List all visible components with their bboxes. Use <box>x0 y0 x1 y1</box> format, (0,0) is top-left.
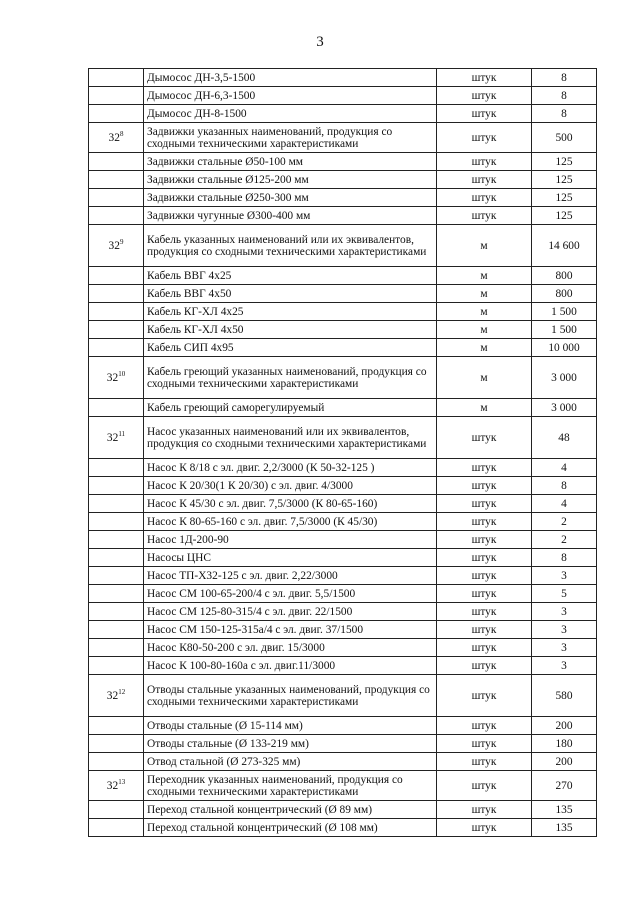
item-number-cell <box>89 513 144 531</box>
item-quantity-cell: 1 500 <box>532 303 597 321</box>
table-section-row <box>89 357 597 399</box>
item-quantity-cell: 4 <box>532 459 597 477</box>
item-quantity-cell: 8 <box>532 87 597 105</box>
item-unit-cell: м <box>437 285 532 303</box>
item-unit-cell: штук <box>437 105 532 123</box>
item-number-cell <box>89 321 144 339</box>
table-section-row <box>89 675 597 717</box>
item-quantity-cell: 800 <box>532 285 597 303</box>
item-quantity-cell: 3 <box>532 603 597 621</box>
table-row <box>89 267 597 285</box>
item-name-cell: Насос К 8/18 с эл. двиг. 2,2/3000 (К 50-32-125 ) <box>144 459 437 477</box>
table-row <box>89 303 597 321</box>
item-number-cell <box>89 657 144 675</box>
item-name-cell: Кабель указанных наименований или их эквивалентов, продукция со сходными техническими характеристиками <box>144 225 437 267</box>
table-row <box>89 567 597 585</box>
table-row <box>89 189 597 207</box>
table-row <box>89 819 597 837</box>
item-name-cell: Дымосос ДН-3,5-1500 <box>144 69 437 87</box>
item-number-superscript: 8 <box>119 129 124 138</box>
item-quantity-cell: 270 <box>532 771 597 801</box>
item-unit-cell: штук <box>437 531 532 549</box>
item-name-cell: Насос К 100-80-160а с эл. двиг.11/3000 <box>144 657 437 675</box>
item-number-cell <box>89 267 144 285</box>
item-name-cell: Дымосос ДН-8-1500 <box>144 105 437 123</box>
table-row <box>89 321 597 339</box>
item-name-cell: Кабель ВВГ 4х50 <box>144 285 437 303</box>
item-quantity-cell: 125 <box>532 171 597 189</box>
table-row <box>89 207 597 225</box>
item-number-cell <box>89 87 144 105</box>
item-quantity-cell: 4 <box>532 495 597 513</box>
item-name-cell: Кабель КГ-ХЛ 4х50 <box>144 321 437 339</box>
item-name-cell: Насос 1Д-200-90 <box>144 531 437 549</box>
item-number-cell <box>89 303 144 321</box>
page-number: 3 <box>316 34 324 50</box>
item-number-cell <box>89 567 144 585</box>
item-number-cell <box>89 69 144 87</box>
item-name-cell: Переход стальной концентрический (Ø 89 мм) <box>144 801 437 819</box>
item-unit-cell: штук <box>437 735 532 753</box>
item-number-cell <box>89 495 144 513</box>
item-name-cell: Отводы стальные (Ø 133-219 мм) <box>144 735 437 753</box>
item-name-cell: Кабель греющий указанных наименований, продукция со сходными техническими характеристиками <box>144 357 437 399</box>
table-row <box>89 801 597 819</box>
item-quantity-cell: 8 <box>532 549 597 567</box>
item-number-cell <box>89 357 144 399</box>
item-quantity-cell: 135 <box>532 801 597 819</box>
item-name-cell: Насос К 80-65-160 с эл. двиг. 7,5/3000 (К 45/30) <box>144 513 437 531</box>
item-name-cell: Насос К80-50-200 с эл. двиг. 15/3000 <box>144 639 437 657</box>
item-number-cell <box>89 207 144 225</box>
item-number: 32 <box>106 779 119 792</box>
item-name-cell: Кабель греющий саморегулируемый <box>144 399 437 417</box>
item-name-cell: Задвижки стальные Ø125-200 мм <box>144 171 437 189</box>
table-row <box>89 753 597 771</box>
item-name-cell: Кабель СИП 4х95 <box>144 339 437 357</box>
item-number-superscript: 9 <box>119 237 124 246</box>
item-unit-cell: штук <box>437 477 532 495</box>
item-number-cell <box>89 585 144 603</box>
item-quantity-cell: 580 <box>532 675 597 717</box>
item-number-cell <box>89 753 144 771</box>
item-quantity-cell: 3 <box>532 567 597 585</box>
item-quantity-cell: 200 <box>532 753 597 771</box>
item-unit-cell: штук <box>437 123 532 153</box>
item-unit-cell: штук <box>437 189 532 207</box>
table-row <box>89 585 597 603</box>
item-unit-cell: штук <box>437 819 532 837</box>
item-number-cell <box>89 639 144 657</box>
item-quantity-cell: 3 <box>532 639 597 657</box>
item-name-cell: Насос К 45/30 с эл. двиг. 7,5/3000 (К 80-65-160) <box>144 495 437 513</box>
item-number-cell <box>89 189 144 207</box>
item-number-cell <box>89 621 144 639</box>
item-name-cell: Насос К 20/30(1 К 20/30) с эл. двиг. 4/3000 <box>144 477 437 495</box>
table-row <box>89 153 597 171</box>
item-name-cell: Задвижки чугунные Ø300-400 мм <box>144 207 437 225</box>
item-unit-cell: штук <box>437 417 532 459</box>
table-row <box>89 549 597 567</box>
item-quantity-cell: 3 000 <box>532 399 597 417</box>
item-name-cell: Кабель ВВГ 4х25 <box>144 267 437 285</box>
item-quantity-cell: 1 500 <box>532 321 597 339</box>
item-unit-cell: штук <box>437 801 532 819</box>
item-unit-cell: штук <box>437 603 532 621</box>
items-table <box>88 68 597 837</box>
item-number: 32 <box>108 239 120 252</box>
table-row <box>89 531 597 549</box>
item-quantity-cell: 8 <box>532 105 597 123</box>
item-unit-cell: штук <box>437 87 532 105</box>
item-number-cell <box>89 735 144 753</box>
table-row <box>89 513 597 531</box>
item-quantity-cell: 10 000 <box>532 339 597 357</box>
item-name-cell: Дымосос ДН-6,3-1500 <box>144 87 437 105</box>
item-name-cell: Задвижки стальные Ø250-300 мм <box>144 189 437 207</box>
item-name-cell: Насос ТП-Х32-125 с эл. двиг. 2,22/3000 <box>144 567 437 585</box>
table-row <box>89 657 597 675</box>
item-quantity-cell: 125 <box>532 189 597 207</box>
item-unit-cell: штук <box>437 207 532 225</box>
item-number-superscript: 10 <box>118 369 126 378</box>
item-unit-cell: м <box>437 303 532 321</box>
table-row <box>89 639 597 657</box>
item-number-cell <box>89 531 144 549</box>
item-name-cell: Отводы стальные (Ø 15-114 мм) <box>144 717 437 735</box>
table-row <box>89 717 597 735</box>
item-unit-cell: м <box>437 399 532 417</box>
item-number-cell <box>89 603 144 621</box>
item-name-cell: Насос СМ 125-80-315/4 с эл. двиг. 22/1500 <box>144 603 437 621</box>
table-row <box>89 285 597 303</box>
item-unit-cell: штук <box>437 459 532 477</box>
item-unit-cell: штук <box>437 675 532 717</box>
item-number-superscript: 12 <box>118 687 126 696</box>
item-unit-cell: м <box>437 339 532 357</box>
item-unit-cell: штук <box>437 567 532 585</box>
item-number-cell <box>89 675 144 717</box>
item-quantity-cell: 2 <box>532 531 597 549</box>
table-section-row <box>89 771 597 801</box>
item-name-cell: Кабель КГ-ХЛ 4х25 <box>144 303 437 321</box>
item-number-cell <box>89 225 144 267</box>
item-quantity-cell: 48 <box>532 417 597 459</box>
item-quantity-cell: 5 <box>532 585 597 603</box>
item-quantity-cell: 3 <box>532 657 597 675</box>
item-number-cell <box>89 801 144 819</box>
item-number: 32 <box>106 689 119 702</box>
item-number: 32 <box>106 431 119 444</box>
item-unit-cell: штук <box>437 171 532 189</box>
item-quantity-cell: 125 <box>532 207 597 225</box>
table-row <box>89 105 597 123</box>
item-quantity-cell: 14 600 <box>532 225 597 267</box>
item-quantity-cell: 2 <box>532 513 597 531</box>
table-row <box>89 621 597 639</box>
table-section-row <box>89 417 597 459</box>
item-unit-cell: штук <box>437 771 532 801</box>
item-number-superscript: 13 <box>118 777 126 786</box>
item-name-cell: Переходник указанных наименований, продукция со сходными техническими характеристиками <box>144 771 437 801</box>
item-number: 32 <box>106 371 119 384</box>
item-unit-cell: штук <box>437 621 532 639</box>
item-unit-cell: штук <box>437 495 532 513</box>
table-row <box>89 399 597 417</box>
item-quantity-cell: 180 <box>532 735 597 753</box>
item-name-cell: Насосы ЦНС <box>144 549 437 567</box>
item-unit-cell: штук <box>437 153 532 171</box>
item-number-cell <box>89 771 144 801</box>
item-number-cell <box>89 171 144 189</box>
item-name-cell: Отвод стальной (Ø 273-325 мм) <box>144 753 437 771</box>
item-name-cell: Задвижки стальные Ø50-100 мм <box>144 153 437 171</box>
item-number-superscript: 11 <box>118 429 126 438</box>
item-name-cell: Насос СМ 150-125-315а/4 с эл. двиг. 37/1500 <box>144 621 437 639</box>
item-quantity-cell: 125 <box>532 153 597 171</box>
item-number-cell <box>89 459 144 477</box>
item-quantity-cell: 8 <box>532 69 597 87</box>
item-unit-cell: м <box>437 225 532 267</box>
item-quantity-cell: 800 <box>532 267 597 285</box>
item-name-cell: Задвижки указанных наименований, продукция со сходными техническими характеристиками <box>144 123 437 153</box>
item-quantity-cell: 200 <box>532 717 597 735</box>
item-unit-cell: штук <box>437 639 532 657</box>
item-name-cell: Переход стальной концентрический (Ø 108 мм) <box>144 819 437 837</box>
item-number-cell <box>89 153 144 171</box>
item-name-cell: Отводы стальные указанных наименований, продукция со сходными техническими характеристиками <box>144 675 437 717</box>
table-row <box>89 69 597 87</box>
item-unit-cell: штук <box>437 513 532 531</box>
item-number-cell <box>89 339 144 357</box>
item-number-cell <box>89 717 144 735</box>
item-number-cell <box>89 549 144 567</box>
item-number: 32 <box>108 131 120 144</box>
table-row <box>89 603 597 621</box>
table-row <box>89 339 597 357</box>
item-number-cell <box>89 399 144 417</box>
table-section-row <box>89 225 597 267</box>
item-unit-cell: штук <box>437 549 532 567</box>
item-quantity-cell: 500 <box>532 123 597 153</box>
table-row <box>89 171 597 189</box>
table-row <box>89 495 597 513</box>
item-unit-cell: м <box>437 267 532 285</box>
item-name-cell: Насос указанных наименований или их эквивалентов, продукция со сходными техническими характеристиками <box>144 417 437 459</box>
item-number-cell <box>89 285 144 303</box>
table-row <box>89 477 597 495</box>
table-row <box>89 735 597 753</box>
table-row <box>89 87 597 105</box>
item-unit-cell: м <box>437 321 532 339</box>
item-unit-cell: штук <box>437 69 532 87</box>
table-row <box>89 459 597 477</box>
item-number-cell <box>89 819 144 837</box>
item-unit-cell: штук <box>437 753 532 771</box>
item-quantity-cell: 135 <box>532 819 597 837</box>
item-unit-cell: м <box>437 357 532 399</box>
item-quantity-cell: 3 000 <box>532 357 597 399</box>
items-table-body <box>89 69 597 837</box>
item-unit-cell: штук <box>437 717 532 735</box>
item-unit-cell: штук <box>437 657 532 675</box>
table-section-row <box>89 123 597 153</box>
item-unit-cell: штук <box>437 585 532 603</box>
item-number-cell <box>89 477 144 495</box>
item-number-cell <box>89 417 144 459</box>
item-name-cell: Насос СМ 100-65-200/4 с эл. двиг. 5,5/1500 <box>144 585 437 603</box>
item-number-cell <box>89 123 144 153</box>
item-quantity-cell: 3 <box>532 621 597 639</box>
item-number-cell <box>89 105 144 123</box>
item-quantity-cell: 8 <box>532 477 597 495</box>
